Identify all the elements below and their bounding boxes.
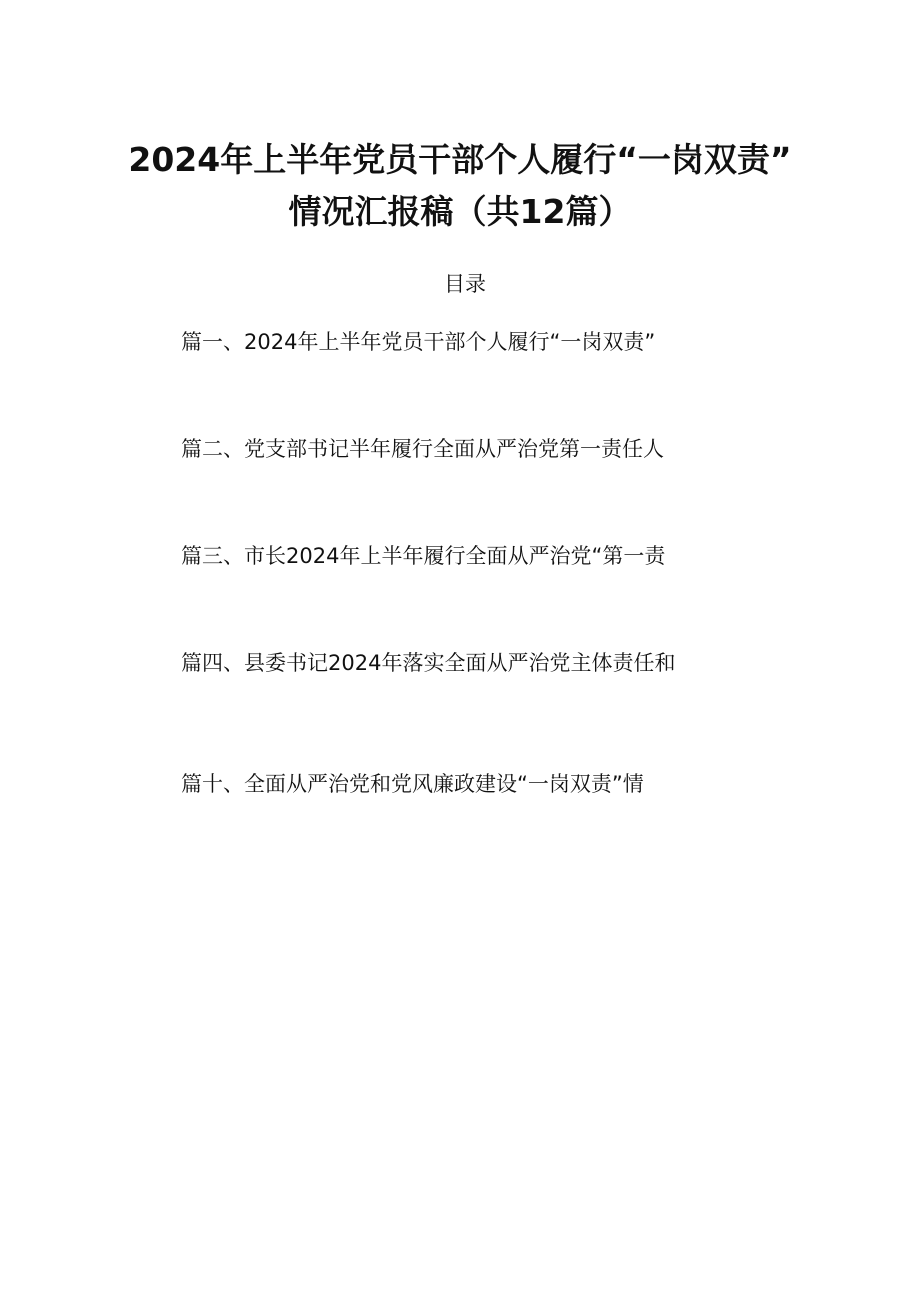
toc-item[interactable]: 篇二、党支部书记半年履行全面从严治党第一责任人 [181, 437, 664, 461]
toc-heading: 目录 [444, 272, 486, 296]
toc-item[interactable]: 篇四、县委书记2024年落实全面从严治党主体责任和 [181, 651, 676, 675]
toc-item[interactable]: 篇三、市长2024年上半年履行全面从严治党“第一责 [181, 544, 666, 568]
toc-item[interactable]: 篇一、2024年上半年党员干部个人履行“一岗双责” [181, 330, 656, 354]
document-title-line-2: 情况汇报稿（共12篇） [288, 192, 632, 231]
document-title-line-1: 2024年上半年党员干部个人履行“一岗双责” [128, 140, 792, 179]
toc-item[interactable]: 篇十、全面从严治党和党风廉政建设“一岗双责”情 [181, 772, 644, 796]
